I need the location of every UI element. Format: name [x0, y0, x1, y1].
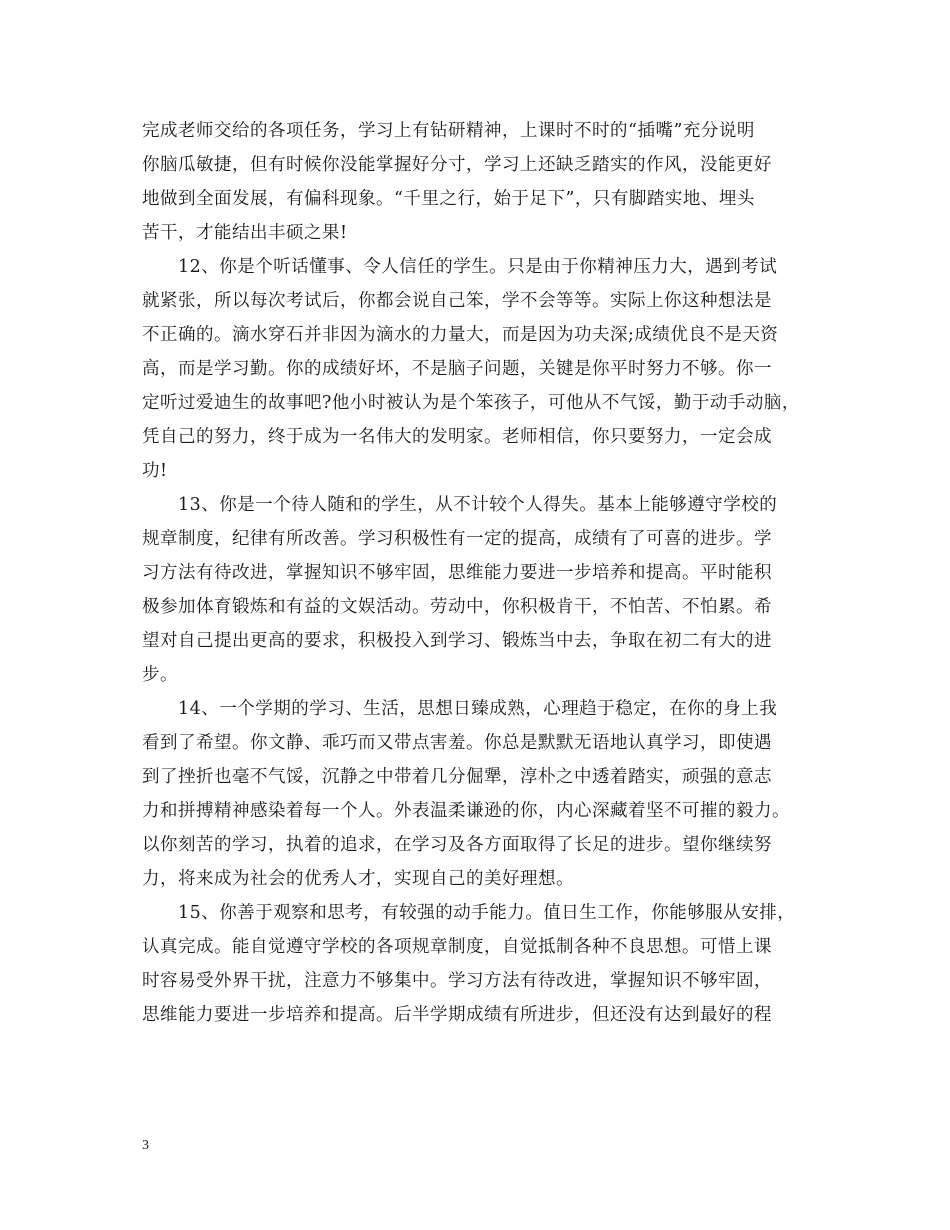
text-line: 极参加体育锻炼和有益的文娱活动。劳动中，你积极肯干，不怕苦、不怕累。希 [142, 597, 772, 617]
text-line: 时容易受外界干扰，注意力不够集中。学习方法有待改进，掌握知识不够牢固， [142, 971, 772, 991]
text-line: 思维能力要进一步培养和提高。后半学期成绩有所进步，但还没有达到最好的程 [142, 1005, 772, 1025]
text-line: 凭自己的努力，终于成为一名伟大的发明家。老师相信，你只要努力，一定会成 [142, 427, 772, 447]
page-number: 3 [142, 1138, 149, 1153]
text-line: 不正确的。滴水穿石并非因为滴水的力量大，而是因为功夫深;成绩优良不是天资 [142, 325, 779, 345]
text-line: 规章制度，纪律有所改善。学习积极性有一定的提高，成绩有了可喜的进步。学 [142, 529, 772, 549]
text-line: 完成老师交给的各项任务，学习上有钻研精神，上课时不时的“插嘴”充分说明 [142, 121, 755, 141]
text-line: 力和拼搏精神感染着每一个人。外表温柔谦逊的你，内心深藏着坚不可摧的毅力。 [142, 801, 790, 821]
text-line: 你脑瓜敏捷，但有时候你没能掌握好分寸，学习上还缺乏踏实的作风，没能更好 [142, 155, 772, 175]
text-line: 力，将来成为社会的优秀人才，实现自己的美好理想。 [142, 869, 574, 889]
text-line: 12、你是个听话懂事、令人信任的学生。只是由于你精神压力大，遇到考试 [178, 257, 778, 277]
text-line: 就紧张，所以每次考试后，你都会说自己笨，学不会等等。实际上你这种想法是 [142, 291, 772, 311]
document-body [142, 114, 822, 1032]
text-line: 15、你善于观察和思考，有较强的动手能力。值日生工作，你能够服从安排， [178, 903, 796, 923]
text-line: 苦干，才能结出丰硕之果! [142, 223, 348, 243]
text-line: 习方法有待改进，掌握知识不够牢固，思维能力要进一步培养和提高。平时能积 [142, 563, 772, 583]
text-line: 14、一个学期的学习、生活，思想日臻成熟，心理趋于稳定，在你的身上我 [178, 699, 778, 719]
text-line: 功! [142, 461, 168, 481]
text-line: 步。 [142, 665, 178, 685]
text-line: 13、你是一个待人随和的学生，从不计较个人得失。基本上能够遵守学校的 [178, 495, 778, 515]
text-line: 高，而是学习勤。你的成绩好坏，不是脑子问题，关键是你平时努力不够。你一 [142, 359, 772, 379]
text-line: 看到了希望。你文静、乖巧而又带点害羞。你总是默默无语地认真学习，即使遇 [142, 733, 772, 753]
text-line: 以你刻苦的学习，执着的追求，在学习及各方面取得了长足的进步。望你继续努 [142, 835, 772, 855]
text-line: 到了挫折也毫不气馁，沉静之中带着几分倔犟，淳朴之中透着踏实，顽强的意志 [142, 767, 772, 787]
text-line: 地做到全面发展，有偏科现象。“千里之行，始于足下”，只有脚踏实地、埋头 [142, 189, 755, 209]
text-line: 定听过爱迪生的故事吧?他小时被认为是个笨孩子，可他从不气馁，勤于动手动脑， [142, 393, 800, 413]
text-line: 望对自己提出更高的要求，积极投入到学习、锻炼当中去，争取在初二有大的进 [142, 631, 772, 651]
text-line: 认真完成。能自觉遵守学校的各项规章制度，自觉抵制各种不良思想。可惜上课 [142, 937, 772, 957]
